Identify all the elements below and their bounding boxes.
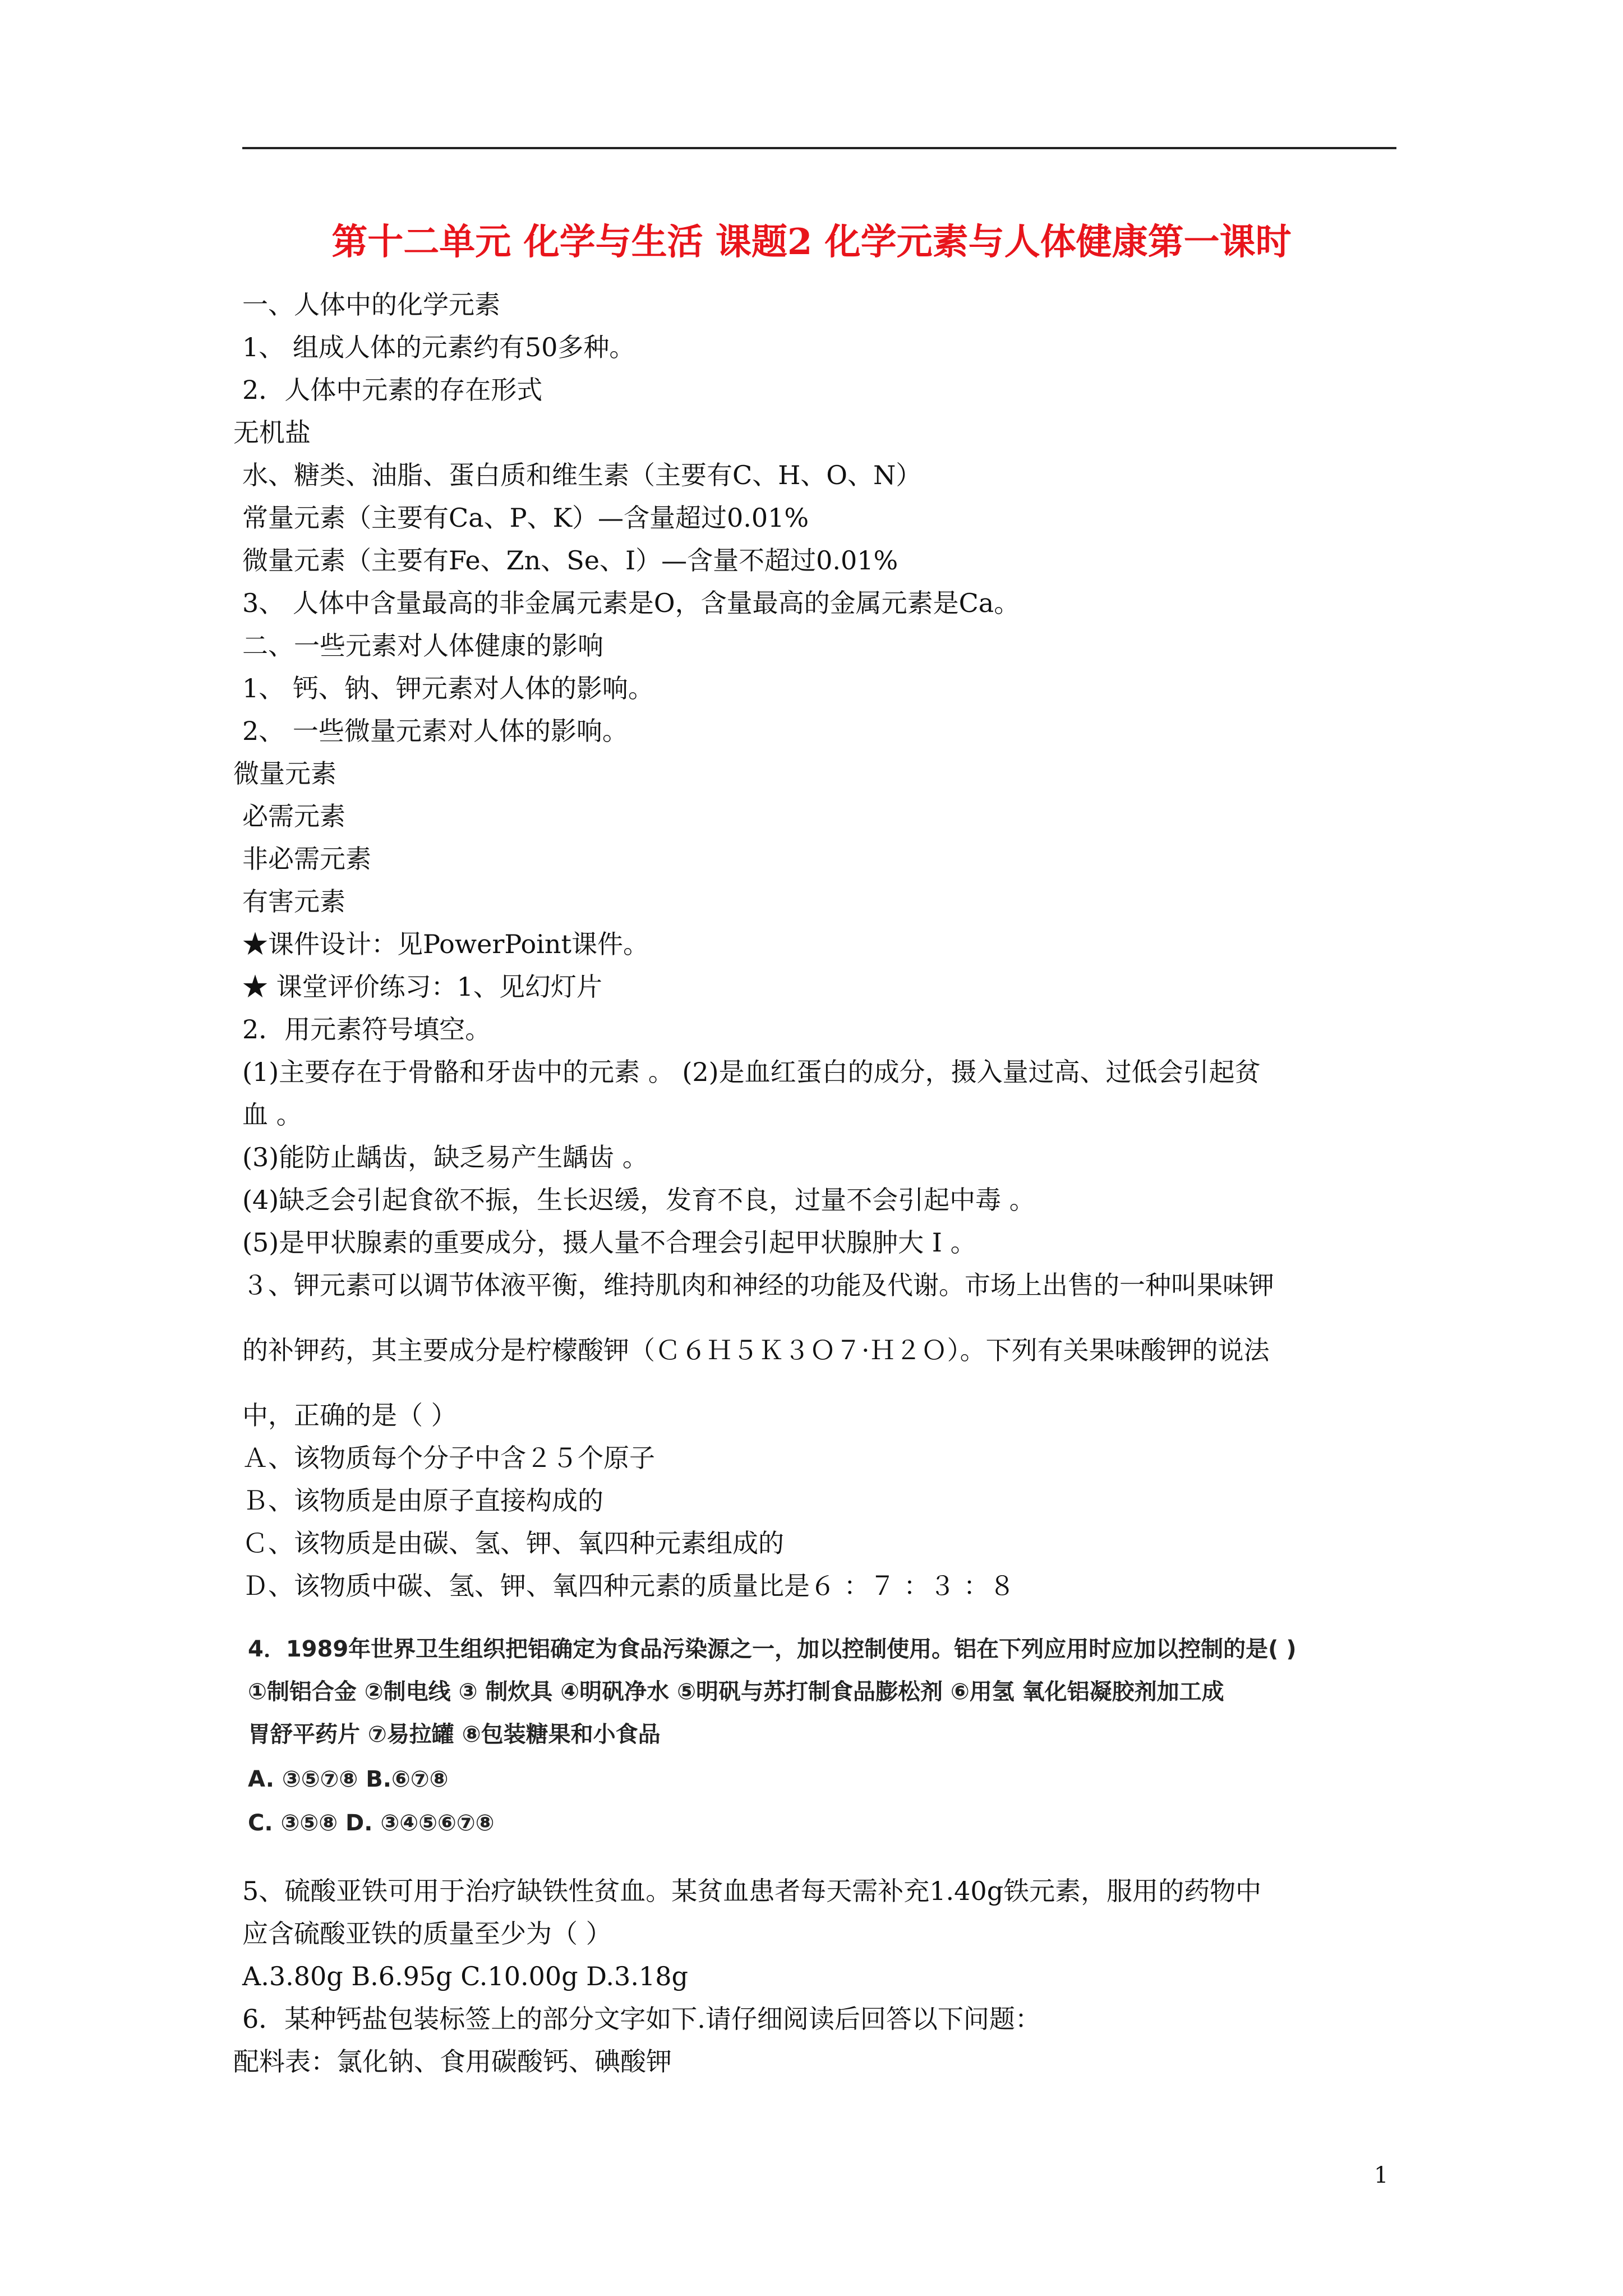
q4-line: ①制铝合金 ②制电线 ③ 制炊具 ④明矾净水 ⑤明矾与苏打制食品膨松剂 ⑥用氢 氧化铝凝胶剂加工成	[248, 1679, 1224, 1705]
text-line: ★课件设计：见PowerPoint课件。	[242, 929, 649, 959]
text-line: 的补钾药，其主要成分是柠檬酸钾（Ｃ６Ｈ５Ｋ３Ｏ７·Ｈ２Ｏ）。下列有关果味酸钾的说法	[242, 1335, 1270, 1365]
text-line: 2、 一些微量元素对人体的影响。	[242, 716, 628, 746]
text-line: Ｃ、该物质是由碳、氢、钾、氧四种元素组成的	[242, 1528, 784, 1558]
text-line: (4)缺乏会引起食欲不振，生长迟缓，发育不良，过量不会引起中毒 。	[242, 1185, 1035, 1215]
text-line: A.3.80g B.6.95g C.10.00g D.3.18g	[242, 1961, 688, 1991]
text-line: 有害元素	[242, 886, 345, 917]
text-line: (5)是甲状腺素的重要成分，摄人量不合理会引起甲状腺肿大 I 。	[242, 1227, 976, 1258]
text-line: 非必需元素	[242, 844, 371, 874]
text-line: ★ 课堂评价练习：1、见幻灯片	[242, 972, 602, 1002]
question-4-image	[242, 1638, 1398, 1846]
text-line: 微量元素（主要有Fe、Zn、Se、I）—含量不超过0.01%	[242, 545, 898, 576]
text-line: 1、 组成人体的元素约有50多种。	[242, 332, 635, 362]
text-line: 5、硫酸亚铁可用于治疗缺铁性贫血。某贫血患者每天需补充1.40g铁元素，服用的药物中	[242, 1876, 1262, 1906]
text-line: 常量元素（主要有Ca、P、K）—含量超过0.01%	[242, 503, 809, 533]
text-line: 一、人体中的化学元素	[242, 289, 500, 320]
header-rule	[242, 147, 1396, 149]
text-line: 2．用元素符号填空。	[242, 1014, 491, 1045]
text-line: Ａ、该物质每个分子中含２５个原子	[242, 1443, 655, 1473]
page-title: 第十二单元 化学与生活 课题2 化学元素与人体健康第一课时	[331, 221, 1292, 263]
text-line: 应含硫酸亚铁的质量至少为（ ）	[242, 1918, 612, 1949]
q4-line: 4．1989年世界卫生组织把铝确定为食品污染源之一，加以控制使用。铝在下列应用时应加以控制的是( )	[248, 1636, 1297, 1662]
text-line: 6．某种钙盐包装标签上的部分文字如下.请仔细阅读后回答以下问题：	[242, 2004, 1041, 2034]
text-line: (1)主要存在于骨骼和牙齿中的元素 。 (2)是血红蛋白的成分，摄入量过高、过低会引起贫	[242, 1057, 1261, 1087]
page-number: 1	[1374, 2162, 1389, 2188]
q4-line: A. ③⑤⑦⑧ B.⑥⑦⑧	[248, 1766, 449, 1792]
text-line: 必需元素	[242, 801, 345, 831]
text-line: Ｂ、该物质是由原子直接构成的	[242, 1485, 603, 1516]
text-line: 水、糖类、油脂、蛋白质和维生素（主要有C、H、O、N）	[242, 460, 922, 490]
text-line: 血 。	[242, 1099, 302, 1130]
text-line: Ｄ、该物质中碳、氢、钾、氧四种元素的质量比是６ ：７ ：３ ：８	[242, 1571, 1015, 1601]
q4-line: 胃舒平药片 ⑦易拉罐 ⑧包装糖果和小食品	[248, 1722, 661, 1747]
text-line: 1、 钙、钠、钾元素对人体的影响。	[242, 673, 654, 703]
text-line: 2．人体中元素的存在形式	[242, 375, 543, 405]
text-line: 微量元素	[233, 758, 336, 789]
text-line: 配料表：氯化钠、食用碳酸钙、碘酸钾	[233, 2046, 672, 2077]
text-line: ３、钾元素可以调节体液平衡，维持肌肉和神经的功能及代谢。市场上出售的一种叫果味钾	[242, 1270, 1274, 1300]
q4-line: C. ③⑤⑧ D. ③④⑤⑥⑦⑧	[248, 1810, 495, 1836]
text-line: 无机盐	[233, 417, 311, 448]
text-line: 二、一些元素对人体健康的影响	[242, 631, 603, 661]
text-line: 3、 人体中含量最高的非金属元素是O，含量最高的金属元素是Ca。	[242, 588, 1020, 618]
text-line: (3)能防止龋齿，缺乏易产生龋齿 。	[242, 1142, 648, 1172]
text-line: 中，正确的是（ ）	[242, 1400, 457, 1430]
